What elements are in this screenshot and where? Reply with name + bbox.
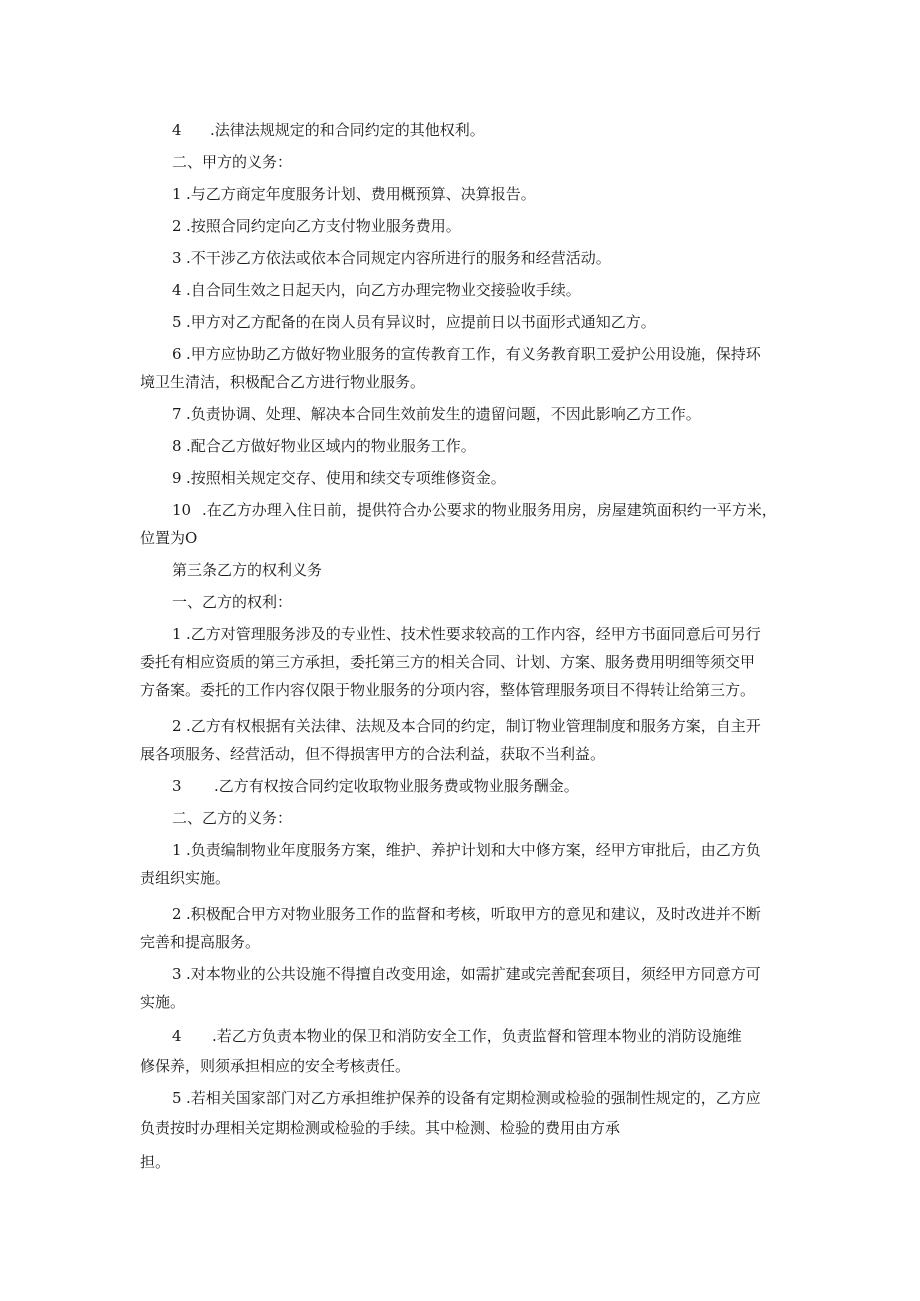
- item-number: 3: [172, 777, 182, 795]
- item-text: .乙方对管理服务涉及的专业性、技术性要求较高的工作内容，经甲方书面同意后可另行: [186, 625, 761, 643]
- paragraph-line: [0, 312, 656, 332]
- paragraph-line-continued: [0, 680, 755, 700]
- heading-text: 二、乙方的义务：: [172, 809, 293, 827]
- item-text: .按照相关规定交存、使用和续交专项维修资金。: [186, 469, 506, 487]
- heading-text: 第三条乙方的权利义务: [172, 561, 323, 579]
- paragraph-line-continued: [0, 744, 605, 764]
- item-text: .乙方有权根据有关法律、法规及本合同的约定，制订物业管理制度和服务方案，自主开: [186, 717, 761, 735]
- item-number: 3: [172, 965, 182, 983]
- item-number: 4: [172, 1027, 182, 1045]
- paragraph-line-continued: [0, 528, 197, 548]
- article-heading: [0, 560, 322, 580]
- item-number: 1: [172, 841, 182, 859]
- item-number: 8: [172, 437, 182, 455]
- item-text: .自合同生效之日起天内，向乙方办理完物业交接验收手续。: [186, 281, 581, 299]
- item-text: 修保养，则须承担相应的安全考核责任。: [140, 1057, 411, 1075]
- item-number: 2: [172, 905, 182, 923]
- paragraph-line-continued: [0, 1152, 170, 1172]
- item-text: .与乙方商定年度服务计划、费用概预算、决算报告。: [186, 185, 536, 203]
- heading-text: 一、乙方的权利：: [172, 593, 293, 611]
- item-number: 5: [172, 313, 182, 331]
- item-text: .不干涉乙方依法或依本合同规定内容所进行的服务和经营活动。: [186, 249, 611, 267]
- paragraph-line: [0, 184, 536, 204]
- section-heading: [0, 592, 292, 612]
- item-number: 5: [172, 1089, 182, 1107]
- paragraph-line: [0, 776, 579, 796]
- paragraph-line: [0, 624, 761, 644]
- paragraph-line: [0, 716, 761, 736]
- paragraph-line-continued: [0, 1118, 620, 1138]
- item-text: .在乙方办理入住日前，提供符合办公要求的物业服务用房，房屋建筑面积约一平方米，: [202, 501, 777, 519]
- item-text: 境卫生清洁，积极配合乙方进行物业服务。: [140, 373, 426, 391]
- item-text: .负责编制物业年度服务方案，维护、养护计划和大中修方案，经甲方审批后，由乙方负: [186, 841, 761, 859]
- paragraph-line-continued: [0, 932, 260, 952]
- paragraph-line: [0, 964, 761, 984]
- item-number: 1: [172, 625, 182, 643]
- item-number: 4: [172, 281, 182, 299]
- item-text: .按照合同约定向乙方支付物业服务费用。: [186, 217, 461, 235]
- paragraph-line: [0, 120, 485, 140]
- paragraph-line: [0, 248, 611, 268]
- section-heading: [0, 152, 292, 172]
- paragraph-line: [0, 436, 476, 456]
- paragraph-line: [0, 280, 581, 300]
- paragraph-line: [0, 904, 761, 924]
- item-number: 6: [172, 345, 182, 363]
- paragraph-line: [0, 1026, 742, 1046]
- item-number: 3: [172, 249, 182, 267]
- item-text: 负责按时办理相关定期检测或检验的手续。其中检测、检验的费用由方承: [140, 1119, 621, 1137]
- item-number: 2: [172, 717, 182, 735]
- item-text: .配合乙方做好物业区域内的物业服务工作。: [186, 437, 476, 455]
- paragraph-line-continued: [0, 868, 230, 888]
- item-text: 责组织实施。: [140, 869, 231, 887]
- item-text: 担。: [140, 1153, 171, 1171]
- item-text: .若乙方负责本物业的保卫和消防安全工作，负责监督和管理本物业的消防设施维: [212, 1027, 742, 1045]
- item-text: .对本物业的公共设施不得擅自改变用途，如需扩建或完善配套项目，须经甲方同意方可: [186, 965, 761, 983]
- item-text: 展各项服务、经营活动，但不得损害甲方的合法利益，获取不当利益。: [140, 745, 606, 763]
- item-text: .积极配合甲方对物业服务工作的监督和考核，听取甲方的意见和建议，及时改进并不断: [186, 905, 761, 923]
- item-number: 4: [172, 121, 182, 139]
- section-heading: [0, 808, 292, 828]
- item-number: 7: [172, 405, 182, 423]
- item-text: .甲方应协助乙方做好物业服务的宣传教育工作，有义务教育职工爱护公用设施，保持环: [186, 345, 761, 363]
- item-text: 完善和提高服务。: [140, 933, 261, 951]
- paragraph-line-continued: [0, 1056, 410, 1076]
- paragraph-line: [0, 216, 461, 236]
- paragraph-line: [0, 404, 701, 424]
- item-text: .负责协调、处理、解决本合同生效前发生的遗留问题，不因此影响乙方工作。: [186, 405, 701, 423]
- heading-text: 二、甲方的义务：: [172, 153, 293, 171]
- paragraph-line-continued: [0, 372, 425, 392]
- paragraph-line: [0, 840, 761, 860]
- paragraph-line: [0, 468, 506, 488]
- paragraph-line-continued: [0, 652, 755, 672]
- paragraph-line: [0, 500, 777, 520]
- item-number: 1: [172, 185, 182, 203]
- item-text: 方备案。委托的工作内容仅限于物业服务的分项内容，整体管理服务项目不得转让给第三方。: [140, 681, 756, 699]
- item-text: 委托有相应资质的第三方承担，委托第三方的相关合同、计划、方案、服务费用明细等须交甲: [140, 653, 756, 671]
- item-number: 2: [172, 217, 182, 235]
- item-text: .若相关国家部门对乙方承担维护保养的设备有定期检测或检验的强制性规定的，乙方应: [186, 1089, 761, 1107]
- item-text: .甲方对乙方配备的在岗人员有异议时，应提前日以书面形式通知乙方。: [186, 313, 656, 331]
- item-text: 位置为O: [140, 529, 198, 547]
- paragraph-line: [0, 1088, 761, 1108]
- item-text: .法律法规规定的和合同约定的其他权利。: [210, 121, 485, 139]
- paragraph-line: [0, 344, 761, 364]
- paragraph-line-continued: [0, 992, 185, 1012]
- item-text: .乙方有权按合同约定收取物业服务费或物业服务酬金。: [214, 777, 579, 795]
- item-number: 10: [172, 501, 192, 519]
- item-number: 9: [172, 469, 182, 487]
- item-text: 实施。: [140, 993, 186, 1011]
